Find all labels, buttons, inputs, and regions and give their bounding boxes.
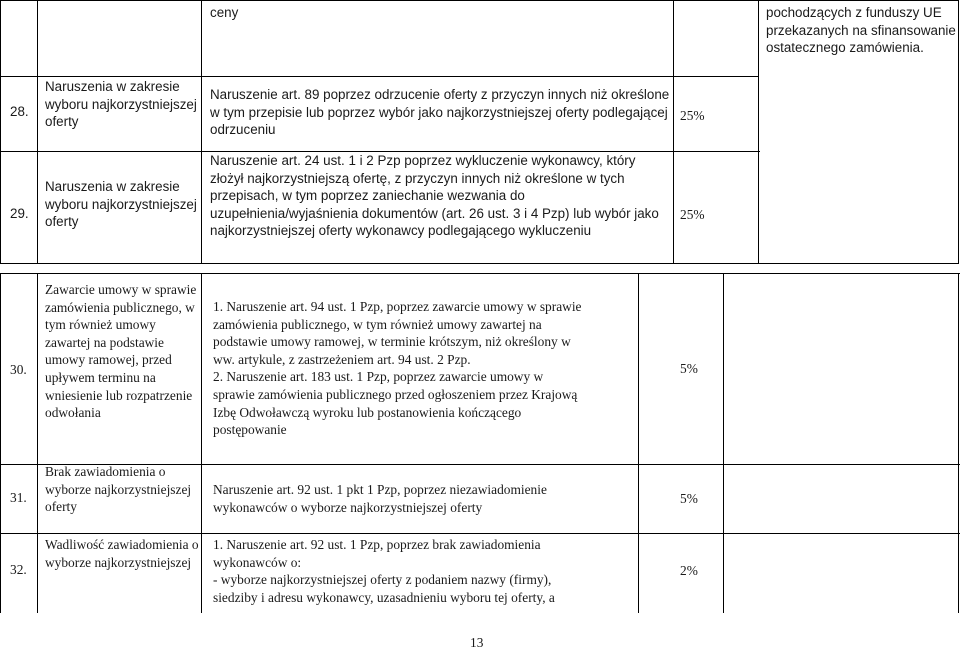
description-line: wykonawców o: (213, 554, 302, 570)
row-number: 32. (10, 562, 27, 577)
violation-title: Brak zawiadomienia o wyborze najkorzystniejszej oferty (45, 464, 192, 515)
violation-title: Naruszenia w zakresie wyboru najkorzystniejszej oferty (45, 179, 197, 230)
lower-col-5 (723, 273, 724, 613)
description-line: zamówienia publicznego, w tym również umowy zawartej na (213, 316, 542, 332)
correction-percent: 25% (680, 108, 705, 123)
lower-col-2 (37, 273, 38, 613)
row-divider-28 (0, 76, 201, 77)
col-divider-2 (37, 0, 38, 264)
violation-title: Zawarcie umowy w sprawie zamówienia publicznego, w tym również umowy zawartej na podstawie umowy ramowej, przed upływem terminu na wniesienie lub rozpatrzenie odwołania (45, 282, 197, 421)
description-line: ww. artykule, z zastrzeżeniem art. 94 ust. 2 Pzp. (213, 351, 471, 367)
carryover-description: ceny (210, 5, 239, 20)
description-line: sprawie zamówienia publicznego przed ogłoszeniem przez Krajową (213, 386, 578, 402)
col-divider-6 (958, 0, 959, 264)
description-line: podstawie umowy ramowej, w terminie krótszym, niż określony w (213, 334, 571, 350)
violation-description (213, 481, 638, 516)
row-divider-28b (201, 76, 758, 77)
description-line: wykonawców o wyborze najkorzystniejszej oferty (213, 499, 483, 515)
description-line: 1. Naruszenie art. 92 ust. 1 Pzp, poprzez brak zawiadomienia (213, 537, 541, 552)
violation-description (213, 298, 638, 439)
lower-col-3 (201, 273, 202, 613)
row-divider-31 (0, 533, 960, 534)
violation-description (213, 536, 638, 606)
row-number: 30. (10, 362, 27, 377)
col-divider-1 (0, 0, 1, 264)
description-line: 1. Naruszenie art. 94 ust. 1 Pzp, poprzez zawarcie umowy w sprawie (213, 299, 582, 314)
violation-title: Wadliwość zawiadomienia o wyborze najkorzystniejszej (45, 537, 199, 570)
description-line: Naruszenie art. 92 ust. 1 pkt 1 Pzp, poprzez niezawiadomienie (213, 482, 547, 497)
lower-col-4 (638, 273, 639, 613)
correction-percent: 5% (680, 361, 698, 376)
description-line: Izbę Odwoławczą wyroku lub postanowienia kończącego (213, 404, 522, 420)
correction-percent: 2% (680, 563, 698, 578)
violation-title: Naruszenia w zakresie wyboru najkorzystniejszej oferty (45, 79, 197, 130)
lower-col-6 (958, 273, 959, 613)
row-number: 28. (10, 104, 29, 119)
lower-table-top (0, 273, 960, 274)
violation-description: Naruszenie art. 89 poprzez odrzucenie oferty z przyczyn innych niż określone w tym przepisie lub poprzez wybór jako najkorzystniejszej oferty podlegającej odrzuceniu (210, 87, 670, 138)
lower-col-1 (0, 273, 1, 613)
carryover-notes: pochodzących z funduszy UE przekazanych na sfinansowanie ostatecznego zamówienia. (766, 5, 956, 56)
description-line: siedziby i adresu wykonawcy, uzasadnieniu wyboru tej oferty, a (213, 589, 555, 605)
row-number: 31. (10, 490, 27, 505)
col-divider-5 (758, 0, 759, 264)
correction-percent: 25% (680, 207, 705, 222)
page-number: 13 (470, 635, 484, 650)
col-divider-4 (673, 0, 674, 264)
table-top-border (0, 0, 959, 1)
upper-table-bottom (0, 263, 959, 264)
violation-description: Naruszenie art. 24 ust. 1 i 2 Pzp poprzez wykluczenie wykonawcy, który złożył najkorzystniejszą ofertę, z przyczyn innych niż określone w tych przepisach, w tym poprzez zaniechanie wezwania do uzupełnienia/wyjaśnienia dokumentów (art. 26 ust. 3 i 4 Pzp) lub wybór jako najkorzystniejszej oferty wykonawcy podlegającego wykluczeniu (210, 153, 659, 239)
col-divider-3 (201, 0, 202, 264)
description-line: postępowanie (213, 422, 287, 438)
correction-percent: 5% (680, 491, 698, 506)
description-line: 2. Naruszenie art. 183 ust. 1 Pzp, poprzez zawarcie umowy w (213, 369, 544, 385)
description-line: - wyborze najkorzystniejszej oferty z podaniem nazwy (firmy), (213, 572, 552, 588)
row-number: 29. (10, 206, 29, 221)
